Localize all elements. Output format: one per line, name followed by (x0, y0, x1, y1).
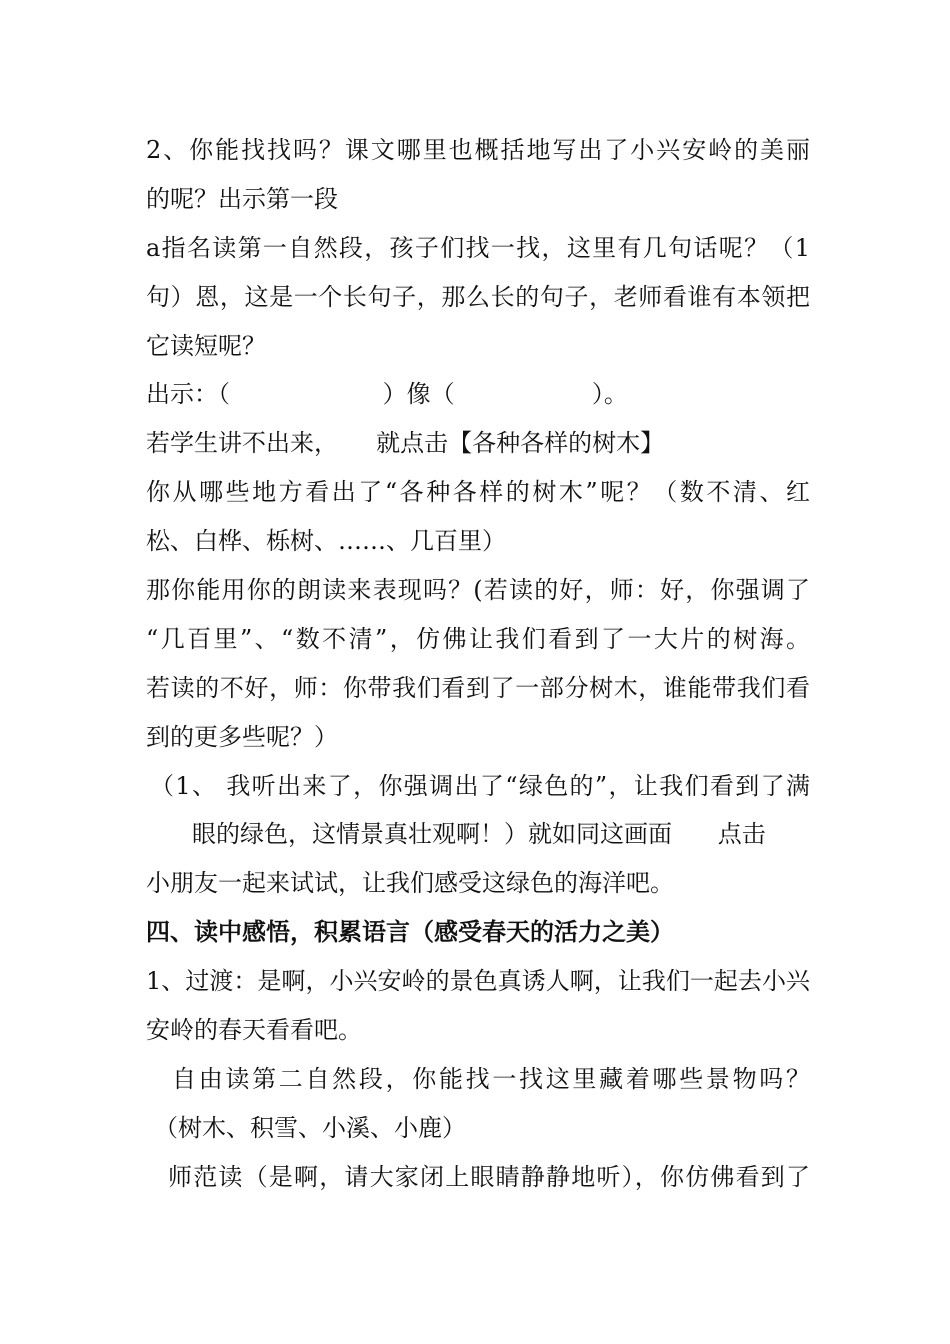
section-heading: 四、读中感悟，积累语言（感受春天的活力之美） (146, 917, 674, 947)
paragraph-line: a指名读第一自然段，孩子们找一找，这里有几句话呢？（1 (146, 233, 810, 262)
paragraph-line: 安岭的春天看看吧。 (146, 1016, 362, 1045)
paragraph-line: 的呢？出示第一段 (146, 184, 338, 213)
paragraph-line: 师范读（是啊，请大家闭上眼睛静静地听），你仿佛看到了 (168, 1162, 810, 1191)
document-body (146, 126, 810, 1202)
paragraph-line: 那你能用你的朗读来表现吗？(若读的好，师：好，你强调了 (146, 576, 810, 605)
paragraph-line: 小朋友一起来试试，让我们感受这绿色的海洋吧。 (146, 869, 674, 898)
paragraph-line: 到的更多些呢？） (146, 722, 338, 751)
paragraph-line: 1、过渡：是啊，小兴安岭的景色真诱人啊，让我们一起去小兴 (146, 967, 810, 996)
paragraph-line: 若读的不好，师：你带我们看到了一部分树木，谁能带我们看 (146, 673, 810, 702)
paragraph-line: 你从哪些地方看出了“各种各样的树木”呢？（数不清、红 (146, 478, 810, 507)
paragraph-line: 眼的绿色，这情景真壮观啊！）就如同这画面 点击 (192, 820, 766, 849)
paragraph-line: 2、你能找找吗？课文哪里也概括地写出了小兴安岭的美丽 (146, 136, 810, 164)
paragraph-line: 松、白桦、栎树、……、几百里） (146, 527, 506, 556)
paragraph-line: 出示：（ ）像（ ）。 (146, 380, 628, 409)
paragraph-line: 它读短呢？ (146, 331, 266, 360)
paragraph-line: （1、 我听出来了，你强调出了“绿色的”，让我们看到了满 (150, 771, 810, 800)
paragraph-line: “几百里”、“数不清”，仿佛让我们看到了一大片的树海。 (146, 624, 810, 653)
paragraph-line: 自由读第二自然段，你能找一找这里藏着哪些景物吗？ (172, 1064, 810, 1093)
paragraph-line: 若学生讲不出来， 就点击【各种各样的树木】 (146, 429, 665, 458)
paragraph-line: （树木、积雪、小溪、小鹿） (154, 1113, 466, 1142)
paragraph-line: 句）恩，这是一个长句子，那么长的句子，老师看谁有本领把 (146, 282, 810, 311)
